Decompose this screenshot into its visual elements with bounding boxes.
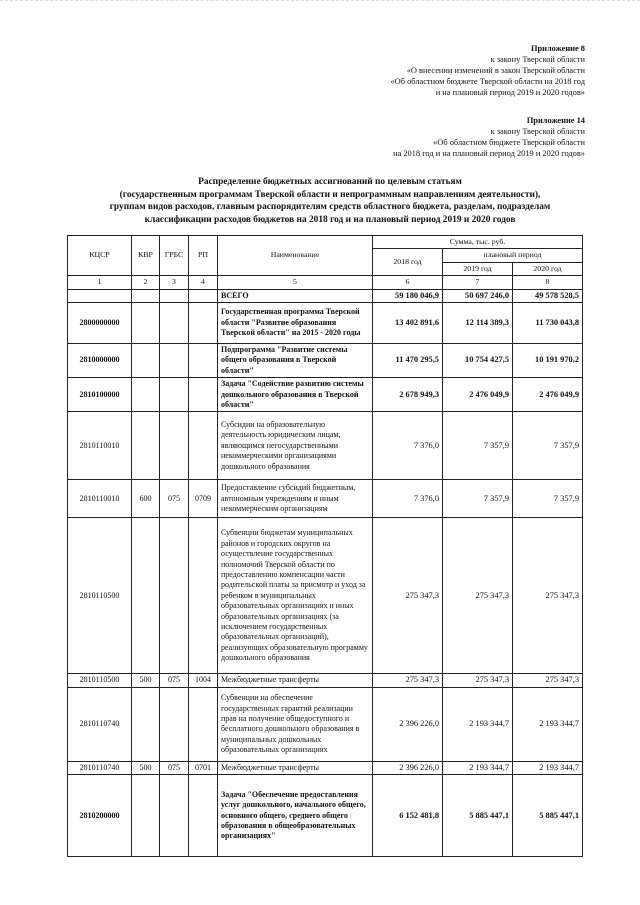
- cell-amount-2018: 275 347,3: [373, 674, 443, 687]
- cell-amount-2020: 7 357,9: [513, 412, 583, 480]
- cell-name: Задача "Обеспечение предоставления услуг дошкольного, начального общего, основного общего, среднего общего образования в общеобразовательных организациях": [218, 775, 373, 857]
- cell-amount-2018: 2 396 226,0: [373, 687, 443, 761]
- header-grbs: ГРБС: [160, 236, 189, 276]
- cell-grbs: [160, 412, 189, 480]
- cell-name: Предоставление субсидий бюджетным, автономным учреждениям и иным некоммерческим организациям: [218, 480, 373, 518]
- appendix-8-line: и на плановый период 2019 и 2020 годов»: [435, 88, 585, 97]
- header-2019: 2019 год: [443, 262, 513, 275]
- cell-amount-2020: 2 193 344,7: [513, 761, 583, 774]
- budget-table: [67, 235, 583, 857]
- cell-amount-2019: 5 885 447,1: [443, 775, 513, 857]
- cell-rp: 1004: [189, 674, 218, 687]
- cell-amount-2020: 10 191 970,2: [513, 344, 583, 378]
- cell-name: Межбюджетные трансферты: [218, 761, 373, 774]
- table-body: [68, 289, 583, 857]
- cell-kvr: [132, 775, 160, 857]
- cell-rp: [189, 289, 218, 302]
- document-title-line: (государственным программам Тверской области и непрограммным направлениям деятельности),: [119, 189, 541, 200]
- cell-amount-2018: 2 678 949,3: [373, 378, 443, 412]
- document-title-line: группам видов расходов, главным распорядителям средств областного бюджета, разделам, подразделам: [109, 202, 551, 213]
- column-number-row: [68, 276, 583, 289]
- cell-name: Межбюджетные трансферты: [218, 674, 373, 687]
- document-title: [60, 176, 600, 226]
- cell-rp: [189, 687, 218, 761]
- appendix-8-title: Приложение 8: [530, 44, 585, 53]
- cell-grbs: [160, 775, 189, 857]
- cell-grbs: [160, 289, 189, 302]
- cell-amount-2019: 2 476 049,9: [443, 378, 513, 412]
- appendix-8-line: «О внесении изменений в закон Тверской области: [406, 66, 585, 75]
- table-row: [68, 344, 583, 378]
- cell-kvr: [132, 378, 160, 412]
- header-2020: 2020 год: [513, 262, 583, 275]
- header-rp: РП: [189, 236, 218, 276]
- cell-amount-2019: 275 347,3: [443, 518, 513, 674]
- cell-grbs: 075: [160, 674, 189, 687]
- cell-name: Подпрограмма "Развитие системы общего образования в Тверской области": [218, 344, 373, 378]
- header-kvr: КВР: [132, 236, 160, 276]
- cell-amount-2019: 275 347,3: [443, 674, 513, 687]
- column-number: 7: [443, 276, 513, 289]
- cell-amount-2019: 2 193 344,7: [443, 761, 513, 774]
- column-number: 5: [218, 276, 373, 289]
- column-number: 3: [160, 276, 189, 289]
- cell-kvr: [132, 303, 160, 344]
- header-planned-period: плановый период: [443, 249, 583, 262]
- table-row: [68, 412, 583, 480]
- cell-rp: [189, 775, 218, 857]
- cell-amount-2020: 2 193 344,7: [513, 687, 583, 761]
- cell-amount-2018: 13 402 891,6: [373, 303, 443, 344]
- cell-rp: 0701: [189, 761, 218, 774]
- cell-rp: [189, 344, 218, 378]
- table-row: [68, 303, 583, 344]
- document-title-line: Распределение бюджетных ассигнований по целевым статьям: [198, 177, 462, 187]
- cell-amount-2020: 49 578 528,5: [513, 289, 583, 302]
- cell-amount-2019: 12 114 389,3: [443, 303, 513, 344]
- appendix-14-line: на 2018 год и на плановый период 2019 и 2020 годов»: [393, 149, 585, 158]
- cell-kcsr: [68, 289, 132, 302]
- appendix-8-line: к закону Тверской области: [490, 55, 585, 64]
- cell-kcsr: 2810110740: [68, 761, 132, 774]
- document-title-line: классификации расходов бюджетов на 2018 год и на плановый период 2019 и 2020 годов: [144, 214, 516, 225]
- cell-rp: 0709: [189, 480, 218, 518]
- cell-kvr: [132, 412, 160, 480]
- cell-grbs: [160, 344, 189, 378]
- cell-kcsr: 2810110010: [68, 412, 132, 480]
- column-number: 8: [513, 276, 583, 289]
- cell-name: Субсидии на образовательную деятельность юридическим лицам, являющимся негосударственными некоммерческими организациями дошкольного образования: [218, 412, 373, 480]
- cell-name: Государственная программа Тверской области "Развитие образования Тверской области" на 2015 - 2020 годы: [218, 303, 373, 344]
- cell-kvr: 500: [132, 674, 160, 687]
- cell-kvr: 600: [132, 480, 160, 518]
- table-row: [68, 518, 583, 674]
- cell-kcsr: 2810110500: [68, 674, 132, 687]
- cell-amount-2018: 275 347,3: [373, 518, 443, 674]
- table-row: [68, 761, 583, 774]
- cell-kvr: [132, 344, 160, 378]
- cell-kcsr: 2800000000: [68, 303, 132, 344]
- cell-grbs: [160, 378, 189, 412]
- cell-rp: [189, 378, 218, 412]
- cell-kcsr: 2810110010: [68, 480, 132, 518]
- cell-grbs: [160, 687, 189, 761]
- scan-artifact-line: [0, 0, 640, 3]
- cell-amount-2020: 5 885 447,1: [513, 775, 583, 857]
- appendix-8-header: [390, 43, 585, 98]
- cell-grbs: 075: [160, 480, 189, 518]
- cell-name: Субвенции на обеспечение государственных гарантий реализации прав на получение общедоступного и бесплатного дошкольного образования в муниципальных дошкольных образовательных организациях: [218, 687, 373, 761]
- table-row: [68, 775, 583, 857]
- cell-rp: [189, 412, 218, 480]
- header-kcsr: КЦСР: [68, 236, 132, 276]
- cell-name: Задача "Содействие развитию системы дошкольного образования в Тверской области": [218, 378, 373, 412]
- appendix-14-header: [393, 115, 585, 159]
- cell-amount-2019: 7 357,9: [443, 480, 513, 518]
- header-sum: Сумма, тыс. руб.: [373, 236, 583, 249]
- cell-amount-2018: 2 396 226,0: [373, 761, 443, 774]
- cell-amount-2020: 2 476 049,9: [513, 378, 583, 412]
- cell-kcsr: 2810200000: [68, 775, 132, 857]
- cell-rp: [189, 303, 218, 344]
- column-number: 1: [68, 276, 132, 289]
- appendix-14-line: «Об областном бюджете Тверской области: [433, 138, 585, 147]
- cell-name: ВСЕГО: [218, 289, 373, 302]
- cell-amount-2018: 6 152 481,8: [373, 775, 443, 857]
- cell-grbs: 075: [160, 761, 189, 774]
- table-row: [68, 378, 583, 412]
- cell-amount-2018: 7 376,0: [373, 412, 443, 480]
- cell-kcsr: 2810110740: [68, 687, 132, 761]
- cell-kvr: [132, 289, 160, 302]
- cell-amount-2018: 7 376,0: [373, 480, 443, 518]
- header-2018: 2018 год: [373, 249, 443, 276]
- cell-amount-2020: 275 347,3: [513, 674, 583, 687]
- cell-rp: [189, 518, 218, 674]
- cell-name: Субвенции бюджетам муниципальных районов и городских округов на осуществление государственных полномочий Тверской области по предоставлению компенсации части родительской платы за присмотр и уход за ребенком в муниципальных образовательных организациях и иных образовательных организациях (за исключением государственных образовательных организаций), реализующих образовательную программу дошкольного образования: [218, 518, 373, 674]
- header-name: Наименование: [218, 236, 373, 276]
- table-row: [68, 674, 583, 687]
- cell-kcsr: 2810110500: [68, 518, 132, 674]
- cell-grbs: [160, 303, 189, 344]
- column-number: 2: [132, 276, 160, 289]
- column-number: 4: [189, 276, 218, 289]
- cell-amount-2020: 11 730 043,8: [513, 303, 583, 344]
- cell-amount-2018: 59 180 046,9: [373, 289, 443, 302]
- table-row: [68, 687, 583, 761]
- budget-table-wrapper: [67, 235, 583, 857]
- table-header-row: [68, 236, 583, 249]
- cell-amount-2019: 10 754 427,5: [443, 344, 513, 378]
- column-number: 6: [373, 276, 443, 289]
- cell-kcsr: 2810000000: [68, 344, 132, 378]
- cell-kvr: [132, 687, 160, 761]
- appendix-8-line: «Об областном бюджете Тверской области на 2018 год: [390, 77, 585, 86]
- cell-kcsr: 2810100000: [68, 378, 132, 412]
- appendix-14-title: Приложение 14: [526, 116, 585, 125]
- cell-kvr: [132, 518, 160, 674]
- cell-kvr: 500: [132, 761, 160, 774]
- cell-amount-2019: 2 193 344,7: [443, 687, 513, 761]
- cell-amount-2020: 7 357,9: [513, 480, 583, 518]
- cell-amount-2018: 11 470 295,5: [373, 344, 443, 378]
- cell-amount-2019: 50 697 246,0: [443, 289, 513, 302]
- table-row: [68, 480, 583, 518]
- table-row: [68, 289, 583, 302]
- cell-grbs: [160, 518, 189, 674]
- appendix-14-line: к закону Тверской области: [490, 127, 585, 136]
- cell-amount-2020: 275 347,3: [513, 518, 583, 674]
- cell-amount-2019: 7 357,9: [443, 412, 513, 480]
